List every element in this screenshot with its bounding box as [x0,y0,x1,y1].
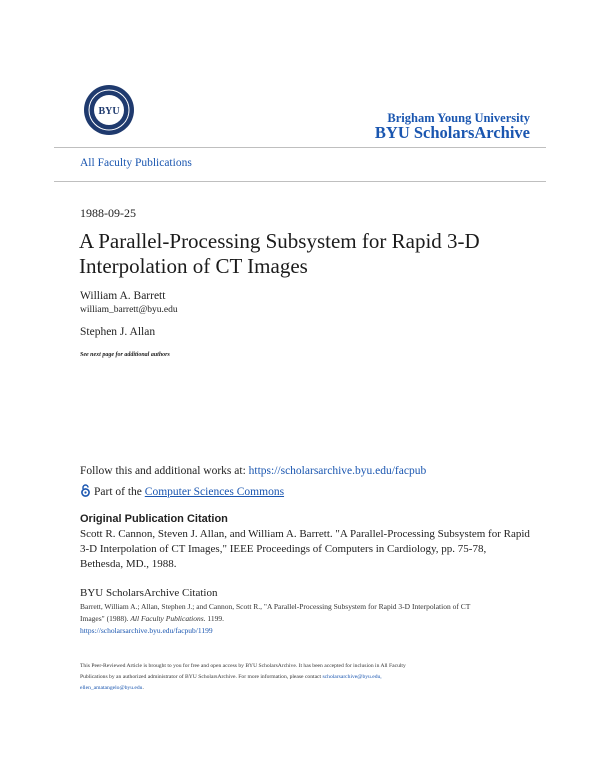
facpub-url-link[interactable]: https://scholarsarchive.byu.edu/facpub [248,465,427,477]
bsa-citation-text [80,601,520,637]
footer-end: . [142,685,144,691]
title-line-2: Interpolation of CT Images [79,254,308,278]
title-line-1: A Parallel-Processing Subsystem for Rapid 3-D [79,229,480,253]
archive-name[interactable]: BYU ScholarsArchive [374,123,530,142]
open-access-icon [80,484,91,497]
footer-line-2-prefix: Publications by an authorized administrator of BYU ScholarsArchive. For more information, please contact [80,674,323,680]
bsa-citation-line-2-suffix: . 1199. [203,614,225,623]
additional-authors-note: See next page for additional authors [80,352,170,358]
bsa-citation-url-link[interactable]: https://scholarsarchive.byu.edu/facpub/1199 [80,626,213,635]
bsa-citation-line-2-prefix: Images" (1988). [80,614,131,623]
publication-date: 1988-09-25 [80,206,136,220]
bsa-citation-heading: BYU ScholarsArchive Citation [80,587,218,599]
original-citation-text [80,527,530,572]
author-1-email: william_barrett@byu.edu [80,305,178,315]
original-citation-line-1: Scott R. Cannon, Steven J. Allan, and William A. Barrett. "A Parallel-Processing Subsystem for Rapid [80,528,530,540]
part-of-prefix: Part of the [94,486,145,498]
author-2-name: Stephen J. Allan [80,326,156,338]
footer-notice [80,661,500,694]
follow-line [80,465,426,477]
header-divider [54,147,546,148]
footer-line-1: This Peer-Reviewed Article is brought to you for free and open access by BYU ScholarsArchive. It has been accepted for inclusion in All Faculty [80,663,406,669]
contact-email-2-link[interactable]: ellen_amatangelo@byu.edu [80,685,143,691]
author-1-name: William A. Barrett [80,290,166,302]
original-citation-heading: Original Publication Citation [80,513,228,525]
byu-seal-logo [83,84,135,136]
part-of-line [80,484,284,498]
paper-title [79,229,549,279]
original-citation-line-3: Bethesda, MD., 1988. [80,558,177,570]
footer-line-2 [80,672,500,683]
seal-text: BYU [98,106,120,117]
bsa-citation-journal: All Faculty Publications [130,614,204,623]
university-name[interactable]: Brigham Young University [387,111,530,125]
follow-prefix: Follow this and additional works at: [80,465,249,477]
bsa-citation-line-1: Barrett, William A.; Allan, Stephen J.; and Cannon, Scott R., "A Parallel-Processing Subsystem for Rapid 3-D Interpolation of CT [80,602,471,611]
bsa-citation-line-2 [80,613,520,625]
contact-email-1-link[interactable]: scholarsarchive@byu.edu, [322,674,382,680]
footer-line-3 [80,683,500,694]
all-faculty-publications-link[interactable]: All Faculty Publications [80,157,192,169]
section-divider [54,181,546,182]
original-citation-line-2: 3-D Interpolation of CT Images," IEEE Proceedings of Computers in Cardiology, pp. 75-78, [80,543,487,555]
computer-sciences-commons-link[interactable]: Computer Sciences Commons [144,486,285,498]
